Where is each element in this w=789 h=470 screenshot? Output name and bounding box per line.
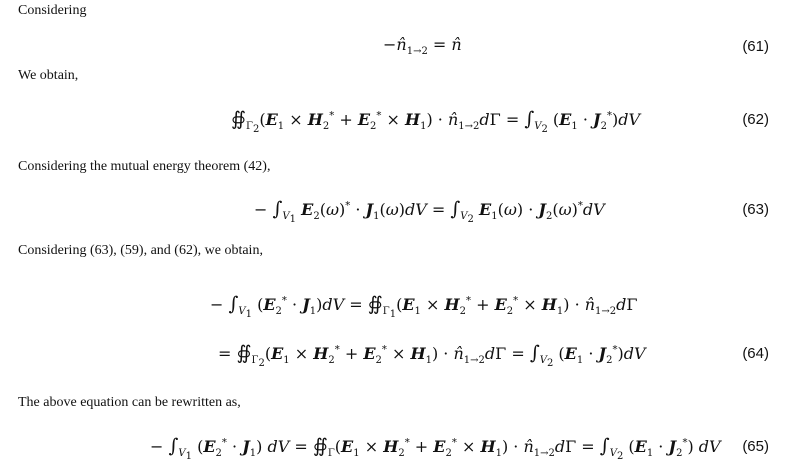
equation-64-line-1: − $\int_{V_1}$ $(E_2^* \cdot J_1)dV$ = $∯_{\Gamma_1}(E_1 \times H_2^* + E_2^* \times H_1)$ · $n̂_{1\to 2}d\Gamma$	[210, 293, 638, 321]
equation-number-62: (62)	[742, 111, 769, 128]
paragraph-considering-refs: Considering (63), (59), and (62), we obtain,	[18, 243, 263, 258]
equation-61: $-n̂_{1\to 2}$ = n̂	[383, 35, 462, 58]
paragraph-mutual-energy: Considering the mutual energy theorem (42),	[18, 159, 271, 174]
equation-65: − $\int_{V_1}$ $(E_2^* \cdot J_1)$ dV = $∯_\Gamma(E_1 \times H_2^* + E_2^* \times H_1)$ · $n̂_{1\to 2}d\Gamma = \int_{V_2}$ $(E_1 \cdot J_2^*)$ dV	[150, 435, 721, 463]
paragraph-rewritten: The above equation can be rewritten as,	[18, 395, 241, 410]
equation-number-63: (63)	[742, 201, 769, 218]
equation-number-61: (61)	[742, 38, 769, 55]
equation-number-65: (65)	[742, 438, 769, 455]
paragraph-considering: Considering	[18, 3, 87, 18]
equation-64-line-2: = $∯_{\Gamma_2}(E_1 \times H_2^* + E_2^* \times H_1)$ · $n̂_{1\to 2}d\Gamma = \int_{V_2}$ $(E_1 \cdot J_2^*)dV$	[218, 342, 646, 370]
equation-number-64: (64)	[742, 345, 769, 362]
equation-63: − $\int_{V_1}$ $E_2(\omega)^* \cdot J_1(\omega)dV = \int_{V_2}$ $E_1(\omega) \cdot J_2(\omega)^*dV$	[254, 198, 605, 226]
equation-62: $∯_{\Gamma_2}(E_1 \times H_2^* + E_2^* \times H_1)$ · $n̂_{1\to 2}d\Gamma = \int_{V_2}$ $(E_1 \cdot J_2^*)dV$	[231, 108, 641, 136]
paragraph-we-obtain: We obtain,	[18, 68, 79, 83]
